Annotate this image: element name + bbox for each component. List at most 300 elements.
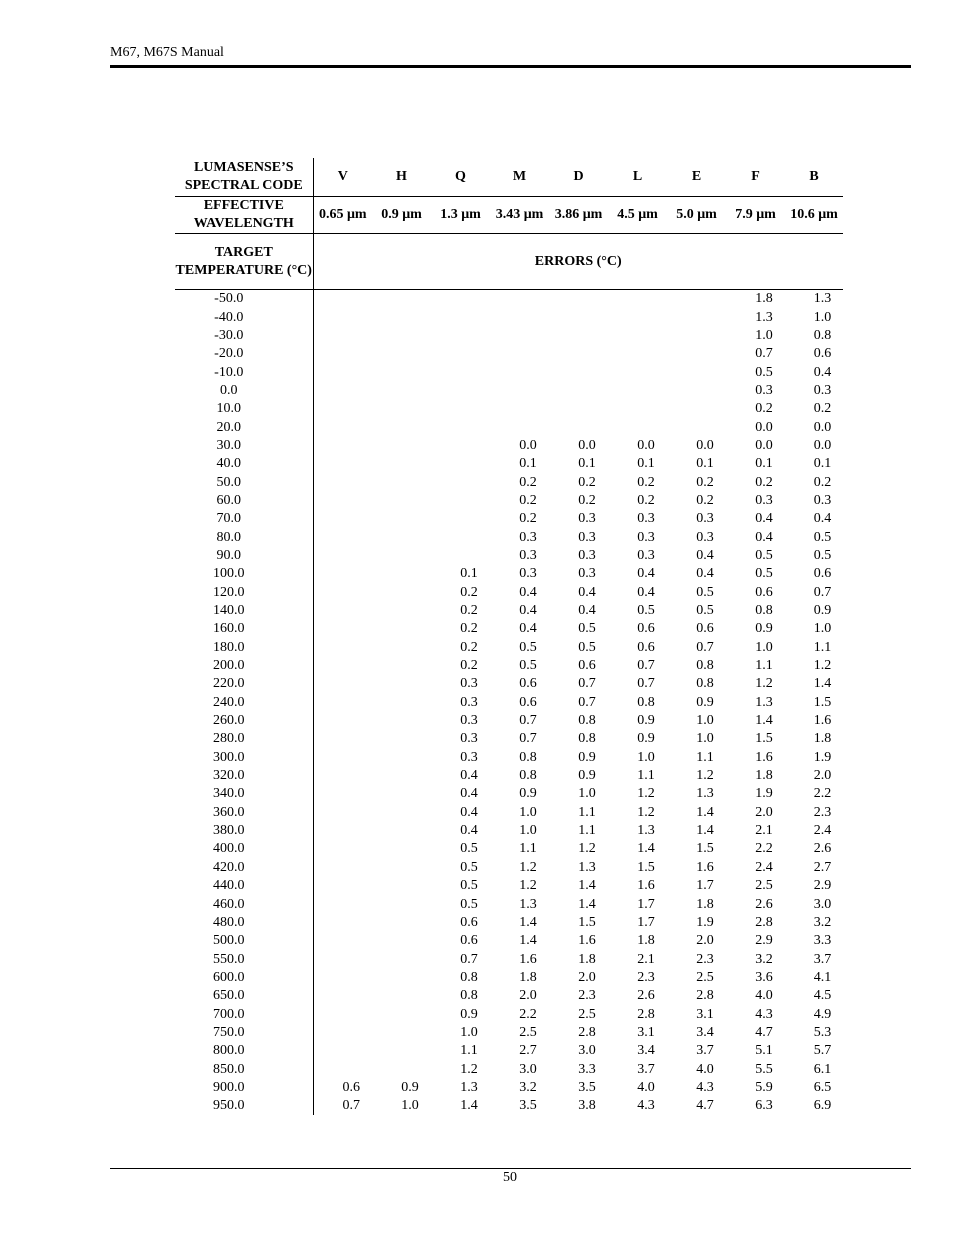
error-cell-f: 0.2 [755, 401, 773, 417]
error-cell-b: 2.3 [813, 804, 832, 820]
target-temperature-cell: 360.0 [175, 804, 313, 822]
error-cell-q: 1.2 [460, 1061, 478, 1077]
error-cell-f: 5.9 [755, 1079, 773, 1095]
error-cell-h [372, 1024, 431, 1042]
error-cell-d: 0.7 [578, 694, 596, 710]
error-table-body [175, 290, 843, 1116]
table-row [175, 308, 843, 326]
error-cell-l [608, 418, 667, 436]
error-cell-l: 0.2 [637, 492, 655, 508]
error-cell-v [313, 785, 372, 803]
error-cell-m: 3.0 [519, 1061, 537, 1077]
table-row [175, 914, 843, 932]
code-b: B [785, 158, 843, 197]
error-cell-m: 1.2 [519, 859, 537, 875]
error-cell-b: 4.9 [813, 1006, 832, 1022]
error-cell-b: 2.9 [813, 878, 832, 894]
error-cell-b: 0.1 [813, 456, 832, 472]
wavelength-q: 1.3 μm [431, 197, 490, 234]
error-cell-q: 0.1 [460, 566, 478, 582]
error-cell-d: 1.4 [578, 896, 596, 912]
error-cell-q: 0.4 [460, 768, 478, 784]
error-cell-q: 0.4 [460, 823, 478, 839]
error-cell-f: 0.1 [755, 456, 773, 472]
error-cell-d: 0.4 [578, 584, 596, 600]
error-cell-m: 0.0 [519, 437, 537, 453]
error-cell-v [313, 767, 372, 785]
error-cell-v [313, 565, 372, 583]
error-cell-h [372, 712, 431, 730]
table-row [175, 345, 843, 363]
error-cell-b: 0.3 [813, 492, 832, 508]
error-cell-v [313, 584, 372, 602]
error-cell-h [372, 510, 431, 528]
error-cell-f: 2.9 [755, 933, 773, 949]
error-cell-e: 4.7 [696, 1098, 714, 1114]
error-cell-l: 1.2 [637, 804, 655, 820]
error-cell-q: 0.2 [460, 639, 478, 655]
error-cell-d [549, 363, 608, 381]
error-cell-q [431, 418, 490, 436]
error-cell-m: 0.5 [519, 658, 537, 674]
error-cell-l: 1.4 [637, 841, 655, 857]
error-cell-e [667, 327, 726, 345]
error-cell-v [313, 950, 372, 968]
error-cell-v [313, 840, 372, 858]
error-cell-v [313, 859, 372, 877]
table-row [175, 620, 843, 638]
error-cell-d: 1.5 [578, 914, 596, 930]
error-cell-e: 2.0 [696, 933, 714, 949]
error-cell-e: 0.5 [696, 603, 714, 619]
error-cell-q: 0.2 [460, 621, 478, 637]
error-cell-d: 1.4 [578, 878, 596, 894]
error-cell-b: 0.9 [813, 603, 832, 619]
error-cell-d: 3.0 [578, 1043, 596, 1059]
error-cell-e: 1.1 [696, 749, 714, 765]
error-cell-b: 0.2 [813, 401, 832, 417]
error-cell-e: 2.8 [696, 988, 714, 1004]
error-cell-b: 0.2 [813, 474, 832, 490]
error-cell-l: 1.7 [637, 896, 655, 912]
target-temperature-cell: 380.0 [175, 822, 313, 840]
error-cell-q: 0.7 [460, 951, 478, 967]
page-number: 50 [503, 1170, 517, 1185]
error-cell-q: 0.3 [460, 694, 478, 710]
error-cell-f: 0.7 [755, 346, 773, 362]
error-cell-h [372, 639, 431, 657]
error-cell-h [372, 308, 431, 326]
target-temperature-cell: 300.0 [175, 749, 313, 767]
error-cell-q: 0.3 [460, 749, 478, 765]
error-cell-h [372, 528, 431, 546]
table-row [175, 1024, 843, 1042]
error-cell-f: 4.0 [755, 988, 773, 1004]
error-cell-b: 2.7 [813, 859, 832, 875]
target-temperature-cell: 50.0 [175, 473, 313, 491]
error-cell-q: 1.3 [460, 1079, 478, 1095]
error-cell-d: 0.3 [578, 566, 596, 582]
wavelength-row [175, 197, 843, 234]
error-cell-h [372, 877, 431, 895]
target-temperature-cell: 160.0 [175, 620, 313, 638]
error-cell-l [608, 363, 667, 381]
error-cell-m [490, 290, 549, 309]
error-cell-v [313, 639, 372, 657]
error-cell-b: 1.9 [813, 749, 832, 765]
error-cell-f: 1.8 [755, 291, 773, 307]
target-temperature-cell: 700.0 [175, 1005, 313, 1023]
target-temperature-cell: 340.0 [175, 785, 313, 803]
error-cell-q: 0.8 [460, 988, 478, 1004]
error-cell-f: 2.4 [755, 859, 773, 875]
wavelength-l: 4.5 μm [608, 197, 667, 234]
error-cell-e: 0.3 [696, 511, 714, 527]
error-cell-e: 0.8 [696, 676, 714, 692]
error-cell-l: 4.3 [637, 1098, 655, 1114]
error-cell-m: 0.4 [519, 584, 537, 600]
error-cell-h [372, 290, 431, 309]
error-cell-f: 1.4 [755, 713, 773, 729]
error-cell-m: 0.4 [519, 621, 537, 637]
error-cell-q: 0.6 [460, 914, 478, 930]
error-cell-d: 0.8 [578, 713, 596, 729]
error-cell-b: 6.1 [813, 1061, 832, 1077]
error-cell-e: 0.7 [696, 639, 714, 655]
error-cell-f: 0.4 [755, 511, 773, 527]
error-cell-d: 0.3 [578, 547, 596, 563]
error-cell-e: 1.9 [696, 914, 714, 930]
table-row [175, 785, 843, 803]
table-row [175, 895, 843, 913]
error-cell-f: 0.0 [755, 437, 773, 453]
error-cell-l: 0.1 [637, 456, 655, 472]
error-cell-f: 6.3 [755, 1098, 773, 1114]
error-cell-v [313, 547, 372, 565]
target-temperature-cell: -20.0 [175, 345, 313, 363]
table-row [175, 767, 843, 785]
table-row [175, 950, 843, 968]
target-temperature-cell: 260.0 [175, 712, 313, 730]
error-cell-h [372, 455, 431, 473]
error-cell-l: 0.2 [637, 474, 655, 490]
target-temperature-cell: -40.0 [175, 308, 313, 326]
error-cell-l: 2.3 [637, 969, 655, 985]
target-temperature-cell: 200.0 [175, 657, 313, 675]
error-cell-b: 0.6 [813, 566, 832, 582]
error-cell-d: 0.9 [578, 749, 596, 765]
error-cell-b: 0.0 [813, 437, 832, 453]
error-cell-f: 1.1 [755, 658, 773, 674]
error-cell-b: 2.4 [813, 823, 832, 839]
temperature-label: TARGET TEMPERATURE (°C) [175, 234, 313, 290]
error-cell-f: 0.5 [755, 547, 773, 563]
error-cell-e: 0.3 [696, 529, 714, 545]
error-cell-q: 0.3 [460, 676, 478, 692]
error-cell-b: 0.0 [813, 419, 832, 435]
error-cell-d: 0.8 [578, 731, 596, 747]
error-cell-b: 3.0 [813, 896, 832, 912]
error-cell-e: 1.3 [696, 786, 714, 802]
error-cell-f: 5.1 [755, 1043, 773, 1059]
error-cell-e: 3.4 [696, 1024, 714, 1040]
table-row [175, 290, 843, 309]
error-cell-h [372, 620, 431, 638]
error-cell-l [608, 327, 667, 345]
error-cell-h [372, 492, 431, 510]
error-cell-h [372, 565, 431, 583]
error-cell-h [372, 969, 431, 987]
error-cell-h [372, 785, 431, 803]
target-temperature-cell: 120.0 [175, 584, 313, 602]
error-cell-q [431, 547, 490, 565]
table-row [175, 730, 843, 748]
error-cell-l: 1.0 [637, 749, 655, 765]
error-cell-f: 2.1 [755, 823, 773, 839]
table-row [175, 1060, 843, 1078]
error-cell-q: 0.8 [460, 969, 478, 985]
error-cell-e: 0.8 [696, 658, 714, 674]
error-cell-v: 0.6 [342, 1079, 360, 1095]
error-cell-b: 4.1 [813, 969, 832, 985]
table-row [175, 639, 843, 657]
error-cell-q: 0.3 [460, 713, 478, 729]
error-cell-h [372, 840, 431, 858]
error-cell-l: 1.3 [637, 823, 655, 839]
error-cell-m [490, 400, 549, 418]
error-cell-e: 2.5 [696, 969, 714, 985]
error-cell-h [372, 767, 431, 785]
error-cell-h [372, 418, 431, 436]
table-row [175, 840, 843, 858]
error-cell-q: 1.1 [460, 1043, 478, 1059]
target-temperature-cell: -50.0 [175, 290, 313, 309]
code-l: L [608, 158, 667, 197]
target-temperature-cell: -10.0 [175, 363, 313, 381]
error-cell-m: 3.5 [519, 1098, 537, 1114]
error-cell-e [667, 382, 726, 400]
target-temperature-cell: 20.0 [175, 418, 313, 436]
error-cell-f: 0.3 [755, 492, 773, 508]
target-temperature-cell: 320.0 [175, 767, 313, 785]
error-cell-h [372, 932, 431, 950]
error-cell-l: 2.1 [637, 951, 655, 967]
error-cell-q: 1.4 [460, 1098, 478, 1114]
error-cell-m [490, 345, 549, 363]
error-cell-m: 0.2 [519, 474, 537, 490]
error-cell-q: 0.2 [460, 584, 478, 600]
error-cell-l: 1.2 [637, 786, 655, 802]
error-cell-m: 1.1 [519, 841, 537, 857]
error-cell-q: 0.5 [460, 878, 478, 894]
error-cell-f: 3.2 [755, 951, 773, 967]
wavelength-label: EFFECTIVE WAVELENGTH [175, 197, 313, 234]
error-cell-b: 1.8 [813, 731, 832, 747]
table-row [175, 987, 843, 1005]
error-cell-e: 0.1 [696, 456, 714, 472]
error-cell-v [313, 528, 372, 546]
code-v: V [313, 158, 372, 197]
error-cell-q [431, 308, 490, 326]
error-cell-q: 0.6 [460, 933, 478, 949]
spectral-code-label: LUMASENSE’S SPECTRAL CODE [175, 158, 313, 197]
table-row [175, 694, 843, 712]
error-cell-h [372, 987, 431, 1005]
error-cell-l: 3.7 [637, 1061, 655, 1077]
code-f: F [726, 158, 785, 197]
error-cell-h [372, 675, 431, 693]
error-cell-d [549, 418, 608, 436]
error-cell-q [431, 528, 490, 546]
error-cell-v [313, 877, 372, 895]
error-cell-m [490, 363, 549, 381]
error-cell-l: 1.5 [637, 859, 655, 875]
error-cell-b: 0.7 [813, 584, 832, 600]
error-cell-v [313, 345, 372, 363]
error-cell-b: 0.5 [813, 529, 832, 545]
table-row [175, 749, 843, 767]
error-cell-v [313, 932, 372, 950]
error-cell-v [313, 418, 372, 436]
error-cell-v [313, 290, 372, 309]
wavelength-m: 3.43 μm [490, 197, 549, 234]
error-cell-e: 0.6 [696, 621, 714, 637]
error-cell-b: 5.3 [813, 1024, 832, 1040]
error-cell-v [313, 694, 372, 712]
error-cell-b: 2.0 [813, 768, 832, 784]
error-cell-h [372, 804, 431, 822]
error-cell-m: 0.7 [519, 713, 537, 729]
error-cell-d [549, 382, 608, 400]
error-cell-b: 1.3 [813, 291, 832, 307]
target-temperature-cell: 140.0 [175, 602, 313, 620]
table-row [175, 547, 843, 565]
wavelength-d: 3.86 μm [549, 197, 608, 234]
target-temperature-cell: 460.0 [175, 895, 313, 913]
table-row [175, 969, 843, 987]
error-cell-h [372, 859, 431, 877]
error-cell-q [431, 345, 490, 363]
error-cell-h [372, 914, 431, 932]
table-row [175, 473, 843, 491]
target-temperature-cell: 240.0 [175, 694, 313, 712]
error-cell-f: 1.0 [755, 639, 773, 655]
error-cell-v [313, 730, 372, 748]
error-cell-q [431, 382, 490, 400]
error-cell-m [490, 382, 549, 400]
error-cell-f: 1.0 [755, 327, 773, 343]
error-cell-l: 2.6 [637, 988, 655, 1004]
table-row [175, 804, 843, 822]
temperature-header-row [175, 234, 843, 290]
error-cell-l: 0.3 [637, 511, 655, 527]
target-temperature-cell: 480.0 [175, 914, 313, 932]
error-cell-f: 2.5 [755, 878, 773, 894]
target-temperature-cell: 420.0 [175, 859, 313, 877]
error-cell-d: 0.5 [578, 621, 596, 637]
error-cell-e: 1.8 [696, 896, 714, 912]
error-cell-l: 1.7 [637, 914, 655, 930]
table-row [175, 455, 843, 473]
error-cell-f: 1.8 [755, 768, 773, 784]
error-cell-b: 3.2 [813, 914, 832, 930]
error-cell-h [372, 730, 431, 748]
error-cell-v [313, 510, 372, 528]
error-cell-m: 0.3 [519, 566, 537, 582]
error-cell-h [372, 547, 431, 565]
error-cell-f: 0.4 [755, 529, 773, 545]
error-cell-l: 0.4 [637, 566, 655, 582]
error-cell-b: 1.6 [813, 713, 832, 729]
error-cell-f: 0.9 [755, 621, 773, 637]
error-cell-v [313, 473, 372, 491]
error-cell-v [313, 1042, 372, 1060]
error-cell-m: 0.5 [519, 639, 537, 655]
error-cell-f: 0.8 [755, 603, 773, 619]
table-row [175, 1005, 843, 1023]
wavelength-f: 7.9 μm [726, 197, 785, 234]
target-temperature-cell: 950.0 [175, 1097, 313, 1115]
table-row [175, 565, 843, 583]
error-cell-e: 0.0 [696, 437, 714, 453]
error-cell-d: 1.1 [578, 823, 596, 839]
error-cell-m: 0.3 [519, 547, 537, 563]
error-cell-d: 1.8 [578, 951, 596, 967]
error-cell-v [313, 749, 372, 767]
table-row [175, 382, 843, 400]
target-temperature-cell: 550.0 [175, 950, 313, 968]
error-cell-v [313, 914, 372, 932]
target-temperature-cell: 400.0 [175, 840, 313, 858]
error-cell-f: 0.5 [755, 364, 773, 380]
error-cell-v [313, 675, 372, 693]
error-cell-b: 0.8 [813, 327, 832, 343]
error-cell-e: 0.2 [696, 474, 714, 490]
error-cell-b: 1.0 [813, 621, 832, 637]
error-cell-e: 4.0 [696, 1061, 714, 1077]
error-cell-m: 0.8 [519, 768, 537, 784]
error-cell-f: 1.5 [755, 731, 773, 747]
error-cell-q [431, 492, 490, 510]
error-cell-e: 0.5 [696, 584, 714, 600]
table-row [175, 657, 843, 675]
error-cell-q: 0.4 [460, 786, 478, 802]
error-cell-h [372, 1060, 431, 1078]
error-cell-e [667, 363, 726, 381]
error-cell-l: 2.8 [637, 1006, 655, 1022]
error-cell-h: 1.0 [401, 1098, 419, 1114]
table-row [175, 932, 843, 950]
error-cell-f: 0.0 [755, 419, 773, 435]
table-row [175, 400, 843, 418]
error-cell-q: 1.0 [460, 1024, 478, 1040]
error-cell-d: 0.1 [578, 456, 596, 472]
error-cell-v [313, 455, 372, 473]
error-cell-d [549, 290, 608, 309]
error-cell-d: 0.7 [578, 676, 596, 692]
error-cell-v [313, 437, 372, 455]
error-cell-b: 2.6 [813, 841, 832, 857]
table-row [175, 1079, 843, 1097]
error-cell-m: 2.2 [519, 1006, 537, 1022]
target-temperature-cell: 220.0 [175, 675, 313, 693]
error-cell-q [431, 437, 490, 455]
error-cell-m: 0.9 [519, 786, 537, 802]
table-row [175, 492, 843, 510]
error-cell-e [667, 308, 726, 326]
target-temperature-cell: 440.0 [175, 877, 313, 895]
table-row [175, 675, 843, 693]
